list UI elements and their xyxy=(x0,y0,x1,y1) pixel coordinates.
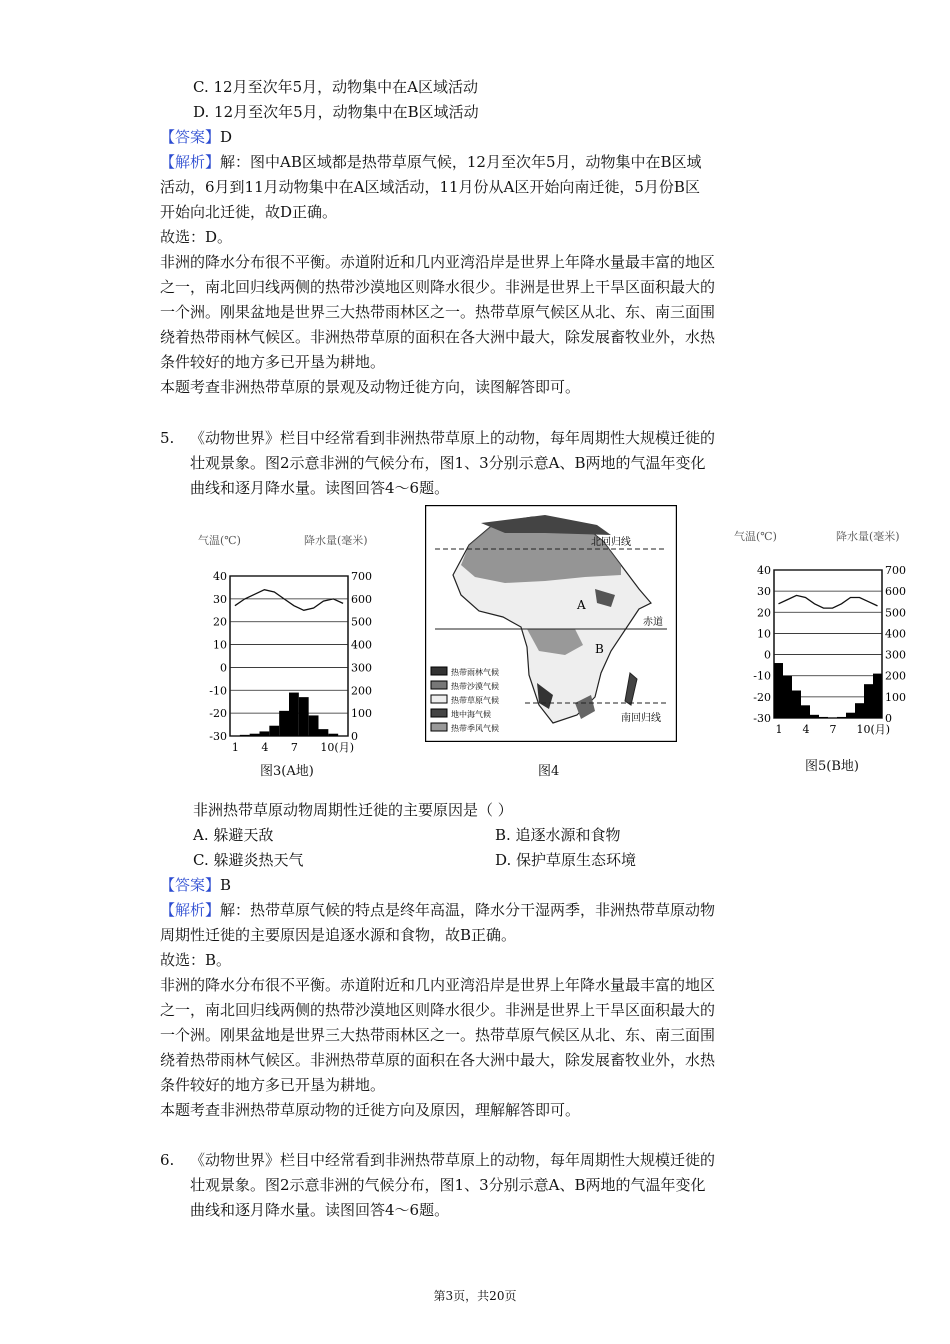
precip-bar xyxy=(269,726,279,736)
precip-bar xyxy=(240,735,250,736)
answer-value: D xyxy=(220,128,233,146)
africa-climate-map xyxy=(425,505,677,742)
temperature-curve xyxy=(779,595,878,608)
axis-label-temp: 气温(℃) xyxy=(734,530,777,543)
month-tick-label: 7 xyxy=(829,723,837,736)
question-stem: 壮观景象。图2示意非洲的气候分布，图1、3分别示意A、B两地的气温年变化 xyxy=(190,454,706,472)
option-c: C. 躲避炎热天气 xyxy=(193,851,304,869)
chart-a-plot xyxy=(209,570,372,754)
label-tropic-south: 南回归线 xyxy=(621,713,661,724)
axis-label-temp: 气温(℃) xyxy=(198,534,241,547)
question-number: 6. xyxy=(160,1151,175,1169)
precip-bar xyxy=(260,731,270,736)
precip-bar xyxy=(250,734,260,736)
label-a: A xyxy=(577,598,586,612)
option-a: A. 躲避天敌 xyxy=(193,826,274,844)
analysis-line: 周期性迁徙的主要原因是追逐水源和食物，故B正确。 xyxy=(160,926,517,944)
answer-tag: 【答案】 xyxy=(160,876,221,894)
option-d: D. 12月至次年5月，动物集中在B区域活动 xyxy=(193,103,479,121)
label-b: B xyxy=(595,642,604,656)
label-equator: 赤道 xyxy=(643,617,663,628)
temp-tick-label: 10 xyxy=(213,638,227,652)
precip-tick-label: 100 xyxy=(885,690,906,704)
precip-tick-label: 0 xyxy=(885,712,892,725)
question-stem: 壮观景象。图2示意非洲的气候分布，图1、3分别示意A、B两地的气温年变化 xyxy=(190,1176,706,1194)
analysis-line: 一个洲。刚果盆地是世界三大热带雨林区之一。热带草原气候区从北、东、南三面围 xyxy=(160,1026,716,1044)
precip-tick-label: 300 xyxy=(351,661,372,675)
precip-bar xyxy=(319,729,329,736)
temp-tick-label: -10 xyxy=(753,669,771,683)
temp-tick-label: 40 xyxy=(757,564,771,577)
legend-item: 热带沙漠气候 xyxy=(451,682,499,691)
analysis-tag: 【解析】 xyxy=(160,901,221,919)
analysis-tag: 【解析】 xyxy=(160,153,221,171)
temp-tick-label: -20 xyxy=(209,707,227,721)
axis-label-precip: 降水量(毫米) xyxy=(836,530,900,543)
analysis-line: 开始向北迁徙，故D正确。 xyxy=(160,203,338,221)
precip-tick-label: 600 xyxy=(351,592,372,606)
precip-bar xyxy=(328,734,338,736)
temp-tick-label: 10 xyxy=(757,627,771,641)
legend-item: 地中海气候 xyxy=(451,710,491,719)
precip-tick-label: 600 xyxy=(885,585,906,599)
month-tick-label: 4 xyxy=(261,741,269,754)
analysis-line xyxy=(160,900,715,920)
temp-tick-label: -10 xyxy=(209,684,227,698)
temp-tick-label: -30 xyxy=(753,712,771,725)
month-tick-label: 10(月) xyxy=(320,741,355,754)
precip-tick-label: 700 xyxy=(885,564,906,577)
temp-tick-label: -30 xyxy=(209,730,227,743)
option-c: C. 12月至次年5月，动物集中在A区域活动 xyxy=(193,78,478,96)
figure-caption-b: 图5(B地) xyxy=(805,759,859,774)
question-prompt: 非洲热带草原动物周期性迁徙的主要原因是（ ） xyxy=(193,801,513,819)
chart-b-plot xyxy=(753,564,906,736)
temp-tick-label: 0 xyxy=(220,661,227,675)
precip-tick-label: 400 xyxy=(351,638,372,652)
precip-tick-label: 500 xyxy=(885,606,906,620)
option-d: D. 保护草原生态环境 xyxy=(495,851,637,869)
precip-bar xyxy=(309,715,319,736)
temp-tick-label: -20 xyxy=(753,690,771,704)
precip-tick-label: 300 xyxy=(885,648,906,662)
month-tick-label: 7 xyxy=(290,741,298,754)
axis-label-precip: 降水量(毫米) xyxy=(304,534,368,547)
legend-item: 热带草原气候 xyxy=(451,696,499,705)
answer-tag: 【答案】 xyxy=(160,128,221,146)
analysis-line: 之一，南北回归线两侧的热带沙漠地区则降水很少。非洲是世界上干旱区面积最大的 xyxy=(160,1001,716,1019)
precip-tick-label: 200 xyxy=(885,669,906,683)
precip-bar xyxy=(864,684,873,718)
precip-tick-label: 400 xyxy=(885,627,906,641)
precip-bar xyxy=(810,715,819,718)
precip-tick-label: 100 xyxy=(351,707,372,721)
precip-bar xyxy=(873,674,882,718)
answer-row xyxy=(160,127,232,147)
precip-bar xyxy=(846,713,855,718)
precip-bar xyxy=(289,693,299,736)
climate-chart-b xyxy=(730,524,940,744)
answer-row xyxy=(160,875,231,895)
temperature-curve xyxy=(235,590,343,611)
analysis-line: 一个洲。刚果盆地是世界三大热带雨林区之一。热带草原气候区从北、东、南三面围 xyxy=(160,303,716,321)
temp-tick-label: 30 xyxy=(757,585,771,599)
precip-bar xyxy=(819,717,828,718)
question-stem: 《动物世界》栏目中经常看到非洲热带草原上的动物，每年周期性大规模迁徙的 xyxy=(190,1151,716,1169)
analysis-line: 绕着热带雨林气候区。非洲热带草原的面积在各大洲中最大，除发展畜牧业外，水热 xyxy=(160,328,716,346)
analysis-line: 非洲的降水分布很不平衡。赤道附近和几内亚湾沿岸是世界上年降水量最丰富的地区 xyxy=(160,253,716,271)
analysis-line xyxy=(160,152,702,172)
temp-tick-label: 40 xyxy=(213,570,227,583)
figure-caption-map: 图4 xyxy=(538,764,560,779)
temp-tick-label: 30 xyxy=(213,592,227,606)
label-tropic-north: 北回归线 xyxy=(591,537,631,548)
analysis-line: 非洲的降水分布很不平衡。赤道附近和几内亚湾沿岸是世界上年降水量最丰富的地区 xyxy=(160,976,716,994)
analysis-line: 本题考查非洲热带草原的景观及动物迁徙方向，读图解答即可。 xyxy=(160,378,581,396)
precip-bar xyxy=(801,705,810,718)
question-stem: 《动物世界》栏目中经常看到非洲热带草原上的动物，每年周期性大规模迁徙的 xyxy=(190,429,716,447)
legend-item: 热带雨林气候 xyxy=(451,668,499,677)
question-stem: 曲线和逐月降水量。读图回答4～6题。 xyxy=(190,479,450,497)
temp-tick-label: 20 xyxy=(757,606,771,620)
precip-bar xyxy=(299,697,309,736)
legend-item: 热带季风气候 xyxy=(451,724,499,733)
analysis-line: 本题考查非洲热带草原动物的迁徙方向及原因，理解解答即可。 xyxy=(160,1101,581,1119)
analysis-text: 解：热带草原气候的特点是终年高温，降水分干湿两季，非洲热带草原动物 xyxy=(220,901,716,919)
analysis-line: 条件较好的地方多已开垦为耕地。 xyxy=(160,1076,386,1094)
question-number: 5. xyxy=(160,429,175,447)
precip-bar xyxy=(783,676,792,718)
question-stem: 曲线和逐月降水量。读图回答4～6题。 xyxy=(190,1201,450,1219)
analysis-line: 活动，6月到11月动物集中在A区域活动，11月份从A区开始向南迁徙，5月份B区 xyxy=(160,178,700,196)
month-tick-label: 1 xyxy=(231,741,239,754)
analysis-text: 解：图中AB区域都是热带草原气候，12月至次年5月，动物集中在B区域 xyxy=(220,153,702,171)
analysis-line: 故选：B。 xyxy=(160,951,232,969)
month-tick-label: 4 xyxy=(802,723,810,736)
answer-value: B xyxy=(220,876,232,894)
climate-chart-a xyxy=(192,528,412,756)
precip-bar xyxy=(837,717,846,718)
precip-bar xyxy=(774,663,783,718)
analysis-line: 故选：D。 xyxy=(160,228,233,246)
analysis-line: 绕着热带雨林气候区。非洲热带草原的面积在各大洲中最大，除发展畜牧业外，水热 xyxy=(160,1051,716,1069)
month-tick-label: 10(月) xyxy=(856,723,891,736)
precip-bar xyxy=(279,711,289,736)
page-footer: 第3页，共20页 xyxy=(433,1289,517,1303)
precip-tick-label: 500 xyxy=(351,615,372,629)
precip-tick-label: 700 xyxy=(351,570,372,583)
temp-tick-label: 20 xyxy=(213,615,227,629)
analysis-line: 条件较好的地方多已开垦为耕地。 xyxy=(160,353,386,371)
precip-bar xyxy=(855,703,864,718)
precip-tick-label: 200 xyxy=(351,684,372,698)
figure-caption-a: 图3(A地) xyxy=(260,764,314,779)
precip-bar xyxy=(792,691,801,718)
analysis-line: 之一，南北回归线两侧的热带沙漠地区则降水很少。非洲是世界上干旱区面积最大的 xyxy=(160,278,716,296)
option-b: B. 追逐水源和食物 xyxy=(495,826,621,844)
temp-tick-label: 0 xyxy=(764,648,771,662)
month-tick-label: 1 xyxy=(775,723,783,736)
precip-tick-label: 0 xyxy=(351,730,358,743)
